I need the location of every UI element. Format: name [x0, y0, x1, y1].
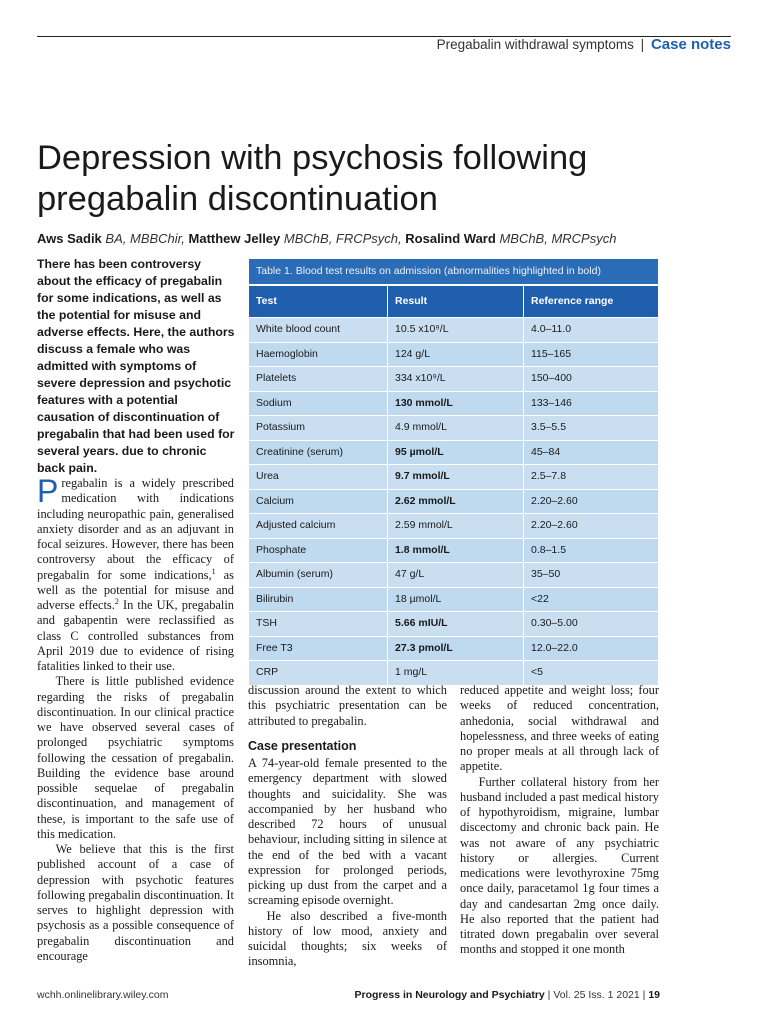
standfirst: There has been controversy about the efficacy of pregabalin for some indications, as well as the potential for misuse and adverse effects. Here, the authors discuss a female who was admitted with symptoms of severe depression and psychotic features with a potential causation of discontinuation of pregabalin that had been used for several years. due to chronic back pain. [37, 257, 235, 475]
author-degrees: MBChB, FRCPsych, [283, 231, 402, 246]
reference-range-cell: 2.5–7.8 [531, 470, 567, 482]
table-row [249, 440, 658, 465]
result-cell: 18 µmol/L [388, 588, 524, 612]
drop-cap: P [37, 473, 59, 509]
paragraph: discussion around the extent to which this psychiatric presentation can be attributed to pregabalin. [248, 683, 447, 728]
page-number: 19 [648, 989, 660, 1001]
result-cell: 124 g/L [388, 343, 524, 367]
table-row [249, 538, 658, 563]
text-run: In the UK, pregabalin and gabapentin were reclassified as class C controlled substances from April 2019 due to evidence of rising fatalities linked to their use. [37, 598, 235, 673]
test-name-cell: Free T3 [249, 637, 388, 661]
result-cell: 1 mg/L [388, 661, 524, 685]
author-list [37, 231, 737, 246]
table-row [249, 660, 658, 685]
reference-range-cell: 0.30–5.00 [531, 617, 578, 629]
table-row [249, 611, 658, 636]
table-row [249, 513, 658, 538]
result-cell: 5.66 mIU/L [388, 612, 524, 636]
reference-range-cell: <22 [531, 592, 549, 605]
table-row [249, 562, 658, 587]
paragraph: reduced appetite and weight loss; four weeks of reduced concentration, anhedonia, social withdrawal and hopelessness, and three weeks of eating no proper meals at all through lack of appetite. [460, 683, 659, 774]
table-row [249, 366, 658, 391]
text-run: regabalin is a widely prescribed medication with indications including neuropathic pain, generalised anxiety disorder and as an adjuvant in focal seizures. However, there has been controversy about the efficacy of pregabalin for some indications, [37, 476, 234, 582]
test-name-cell: Urea [249, 465, 388, 489]
result-cell: 47 g/L [388, 563, 524, 587]
table-row [249, 391, 658, 416]
body-column-1 [37, 473, 235, 964]
test-name-cell: Albumin (serum) [249, 563, 388, 587]
table-body [249, 317, 658, 685]
result-cell: 130 mmol/L [388, 392, 524, 416]
paragraph: We believe that this is the first published account of a case of depression with psychotic features following pregabalin discontinuation. It serves to highlight depression with psychosis as a possible consequence of pregabalin discontinuation and encourage [37, 842, 234, 963]
test-name-cell: TSH [249, 612, 388, 636]
test-name-cell: White blood count [249, 318, 388, 342]
test-name-cell: CRP [249, 661, 388, 685]
result-cell: 95 µmol/L [388, 441, 524, 465]
reference-range-cell: 12.0–22.0 [531, 641, 578, 654]
reference-range-cell: 133–146 [531, 396, 572, 409]
table-row [249, 317, 658, 342]
test-name-cell: Bilirubin [249, 588, 388, 612]
reference-range-cell: 45–84 [531, 445, 561, 458]
result-cell: 2.59 mmol/L [388, 514, 524, 538]
test-name-cell: Platelets [249, 367, 388, 391]
section-label: Case notes [650, 36, 731, 53]
body-column-2 [248, 683, 447, 970]
reference-range-cell: 115–165 [531, 347, 572, 360]
test-name-cell: Sodium [249, 392, 388, 416]
footer-citation [355, 989, 660, 1001]
article-title: Depression with psychosis following pregabalin discontinuation [37, 139, 588, 218]
column-header: Test [249, 286, 388, 317]
paragraph [37, 473, 235, 674]
paragraph: There is little published evidence regarding the risks of pregabalin discontinuation. In our clinical practice we have observed several cases of prolonged psychiatric symptoms following the cessation of pregabalin. Building the evidence base around possible sequelae of pregabalin discontinuation, and management of these, is important to the safe use of this medication. [37, 674, 234, 841]
text-run: as well as the potential for misuse and adverse effects. [37, 567, 234, 612]
reference-range-cell: <5 [531, 666, 543, 678]
table-row [249, 489, 658, 514]
reference-range-cell: 150–400 [531, 372, 572, 384]
result-cell: 4.9 mmol/L [388, 416, 524, 440]
table-row [249, 636, 658, 661]
reference-marker[interactable]: 2 [114, 596, 119, 606]
author-name: Matthew Jelley [188, 231, 281, 246]
result-cell: 334 x10⁹/L [388, 367, 524, 391]
blood-results-table [249, 259, 658, 685]
author-degrees: MBChB, MRCPsych [499, 231, 617, 246]
table-row [249, 415, 658, 440]
reference-range-cell: 3.5–5.5 [531, 421, 567, 433]
table-header-row [249, 286, 658, 317]
result-cell: 2.62 mmol/L [388, 490, 524, 514]
table-row [249, 464, 658, 489]
test-name-cell: Calcium [249, 490, 388, 514]
running-header [437, 36, 731, 53]
result-cell: 9.7 mmol/L [388, 465, 524, 489]
test-name-cell: Haemoglobin [249, 343, 388, 367]
test-name-cell: Creatinine (serum) [249, 441, 388, 465]
test-name-cell: Potassium [249, 416, 388, 440]
footer-separator: | [642, 989, 646, 1001]
test-name-cell: Adjusted calcium [249, 514, 388, 538]
table-row [249, 342, 658, 367]
reference-range-cell: 2.20–2.60 [531, 519, 578, 531]
column-header: Reference range [531, 295, 614, 307]
table-row [249, 587, 658, 612]
reference-marker[interactable]: 1 [211, 566, 216, 576]
result-cell: 27.3 pmol/L [388, 637, 524, 661]
paragraph: A 74-year-old female presented to the emergency department with slowed thoughts and suicidality. She was accompanied by her husband who described 72 hours of unusual behaviour, including sitting in silence at the end of the bed with a vacant expression for prolonged periods, picking up dust from the carpet and a screaming episode overnight. [248, 756, 447, 908]
section-heading: Case presentation [248, 738, 357, 753]
reference-range-cell: 2.20–2.60 [531, 494, 578, 507]
reference-range-cell: 0.8–1.5 [531, 543, 567, 556]
body-column-3 [460, 683, 659, 958]
footer-url[interactable]: wchh.onlinelibrary.wiley.com [37, 989, 169, 1001]
result-cell: 10.5 x10⁹/L [388, 318, 524, 342]
column-header: Result [388, 286, 524, 317]
paragraph: Further collateral history from her husband included a past medical history of hypothyroidism, migraine, lumbar discectomy and chronic back pain. He was not aware of any psychiatric history or allergies. Current medications were levothyroxine 75mg once daily, paracetamol 1g four times a day and candesartan 2mg once daily. He also reported that the patient had titrated down pregabalin over several months and stopped it one month [460, 774, 659, 957]
volume-issue: Vol. 25 Iss. 1 2021 [553, 989, 640, 1001]
journal-name: Progress in Neurology and Psychiatry [354, 989, 545, 1001]
reference-range-cell: 35–50 [531, 568, 561, 580]
author-name: Rosalind Ward [405, 231, 496, 246]
paragraph: He also described a five-month history of low mood, anxiety and suicidal thoughts; six weeks of insomnia, [248, 908, 447, 969]
author-degrees: BA, MBBChir, [105, 231, 185, 246]
header-separator: | [640, 37, 645, 52]
test-name-cell: Phosphate [249, 539, 388, 563]
reference-range-cell: 4.0–11.0 [531, 323, 572, 335]
running-title: Pregabalin withdrawal symptoms [436, 37, 634, 52]
result-cell: 1.8 mmol/L [388, 539, 524, 563]
footer-separator: | [547, 989, 551, 1001]
table-caption: Table 1. Blood test results on admission (abnormalities highlighted in bold) [249, 259, 658, 286]
author-name: Aws Sadik [37, 231, 102, 246]
